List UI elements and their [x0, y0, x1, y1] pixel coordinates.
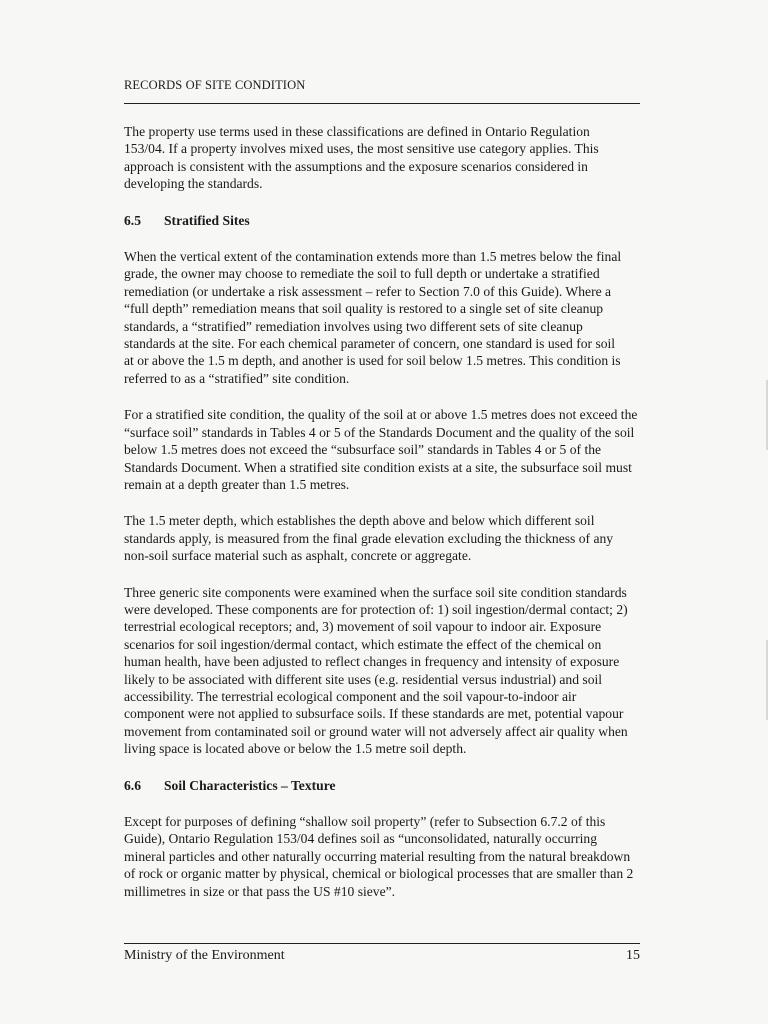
intro-paragraph: The property use terms used in these classifications are defined in Ontario Regulation 153/04. If a property involves mixed uses, the most sensitive use category applies. This approach is consistent with the assumptions and the exposure scenarios considered in developing the standards. — [124, 124, 599, 192]
footer-organization: Ministry of the Environment — [124, 948, 285, 963]
paragraph: The 1.5 meter depth, which establishes the depth above and below which different soil standards apply, is measured from the final grade elevation excluding the thickness of any non-soil surface material such as asphalt, concrete or aggregate. — [124, 513, 614, 564]
section-heading-6-5 — [124, 212, 644, 229]
section-title: Stratified Sites — [164, 212, 250, 228]
section-number: 6.6 — [124, 777, 141, 793]
running-header: RECORDS OF SITE CONDITION — [124, 78, 306, 92]
section-heading-6-6 — [124, 777, 644, 794]
paragraph: For a stratified site condition, the quality of the soil at or above 1.5 metres does not exceed the “surface soil” standards in Tables 4 or 5 of the Standards Document and the quality of the soil below 1.5 metres does not exceed the “subsurface soil” standards in Tables 4 or 5 of the Standards Document. When a stratified site condition exists at a site, the subsurface soil must remain at a depth greater than 1.5 metres. — [124, 407, 638, 492]
page-body — [124, 123, 644, 900]
section-title: Soil Characteristics – Texture — [164, 777, 336, 793]
paragraph: Three generic site components were examined when the surface soil site condition standards were developed. These components are for protection of: 1) soil ingestion/dermal contact; 2) terrestrial ecological receptors; and, 3) movement of soil vapour to indoor air. Exposure scenarios for soil ingestion/dermal contact, which estimate the effect of the chemical on human health, have been adjusted to reflect changes in frequency and intensity of exposure likely to be associated with different site uses (e.g. residential versus industrial) and soil accessibility. The terrestrial ecological component and the soil vapour-to-indoor air component were not applied to subsurface soils. If these standards are met, potential vapour movement from contaminated soil or ground water will not adversely affect air quality when living space is located above or below the 1.5 metre soil depth. — [124, 584, 628, 757]
footer-divider — [124, 943, 640, 944]
page-number: 15 — [626, 948, 640, 963]
paragraph: When the vertical extent of the contamination extends more than 1.5 metres below the final grade, the owner may choose to remediate the soil to full depth or undertake a stratified remediation (or undertake a risk assessment – refer to Section 7.0 of this Guide). Where a “full depth” remediation means that soil quality is restored to a single set of site cleanup standards, a “stratified” remediation involves using two different sets of site cleanup standards at the site. For each chemical parameter of concern, one standard is used for soil at or above the 1.5 m depth, and another is used for soil below 1.5 metres. This condition is referred to as a “stratified” site condition. — [124, 249, 622, 386]
section-number: 6.5 — [124, 212, 141, 228]
header-divider — [124, 103, 640, 104]
paragraph: Except for purposes of defining “shallow soil property” (refer to Subsection 6.7.2 of this Guide), Ontario Regulation 153/04 defines soil as “unconsolidated, naturally occurring mineral particles and other naturally occurring material resulting from the natural breakdown of rock or organic matter by physical, chemical or biological processes that are smaller than 2 millimetres in size or that pass the US #10 sieve”. — [124, 814, 634, 899]
